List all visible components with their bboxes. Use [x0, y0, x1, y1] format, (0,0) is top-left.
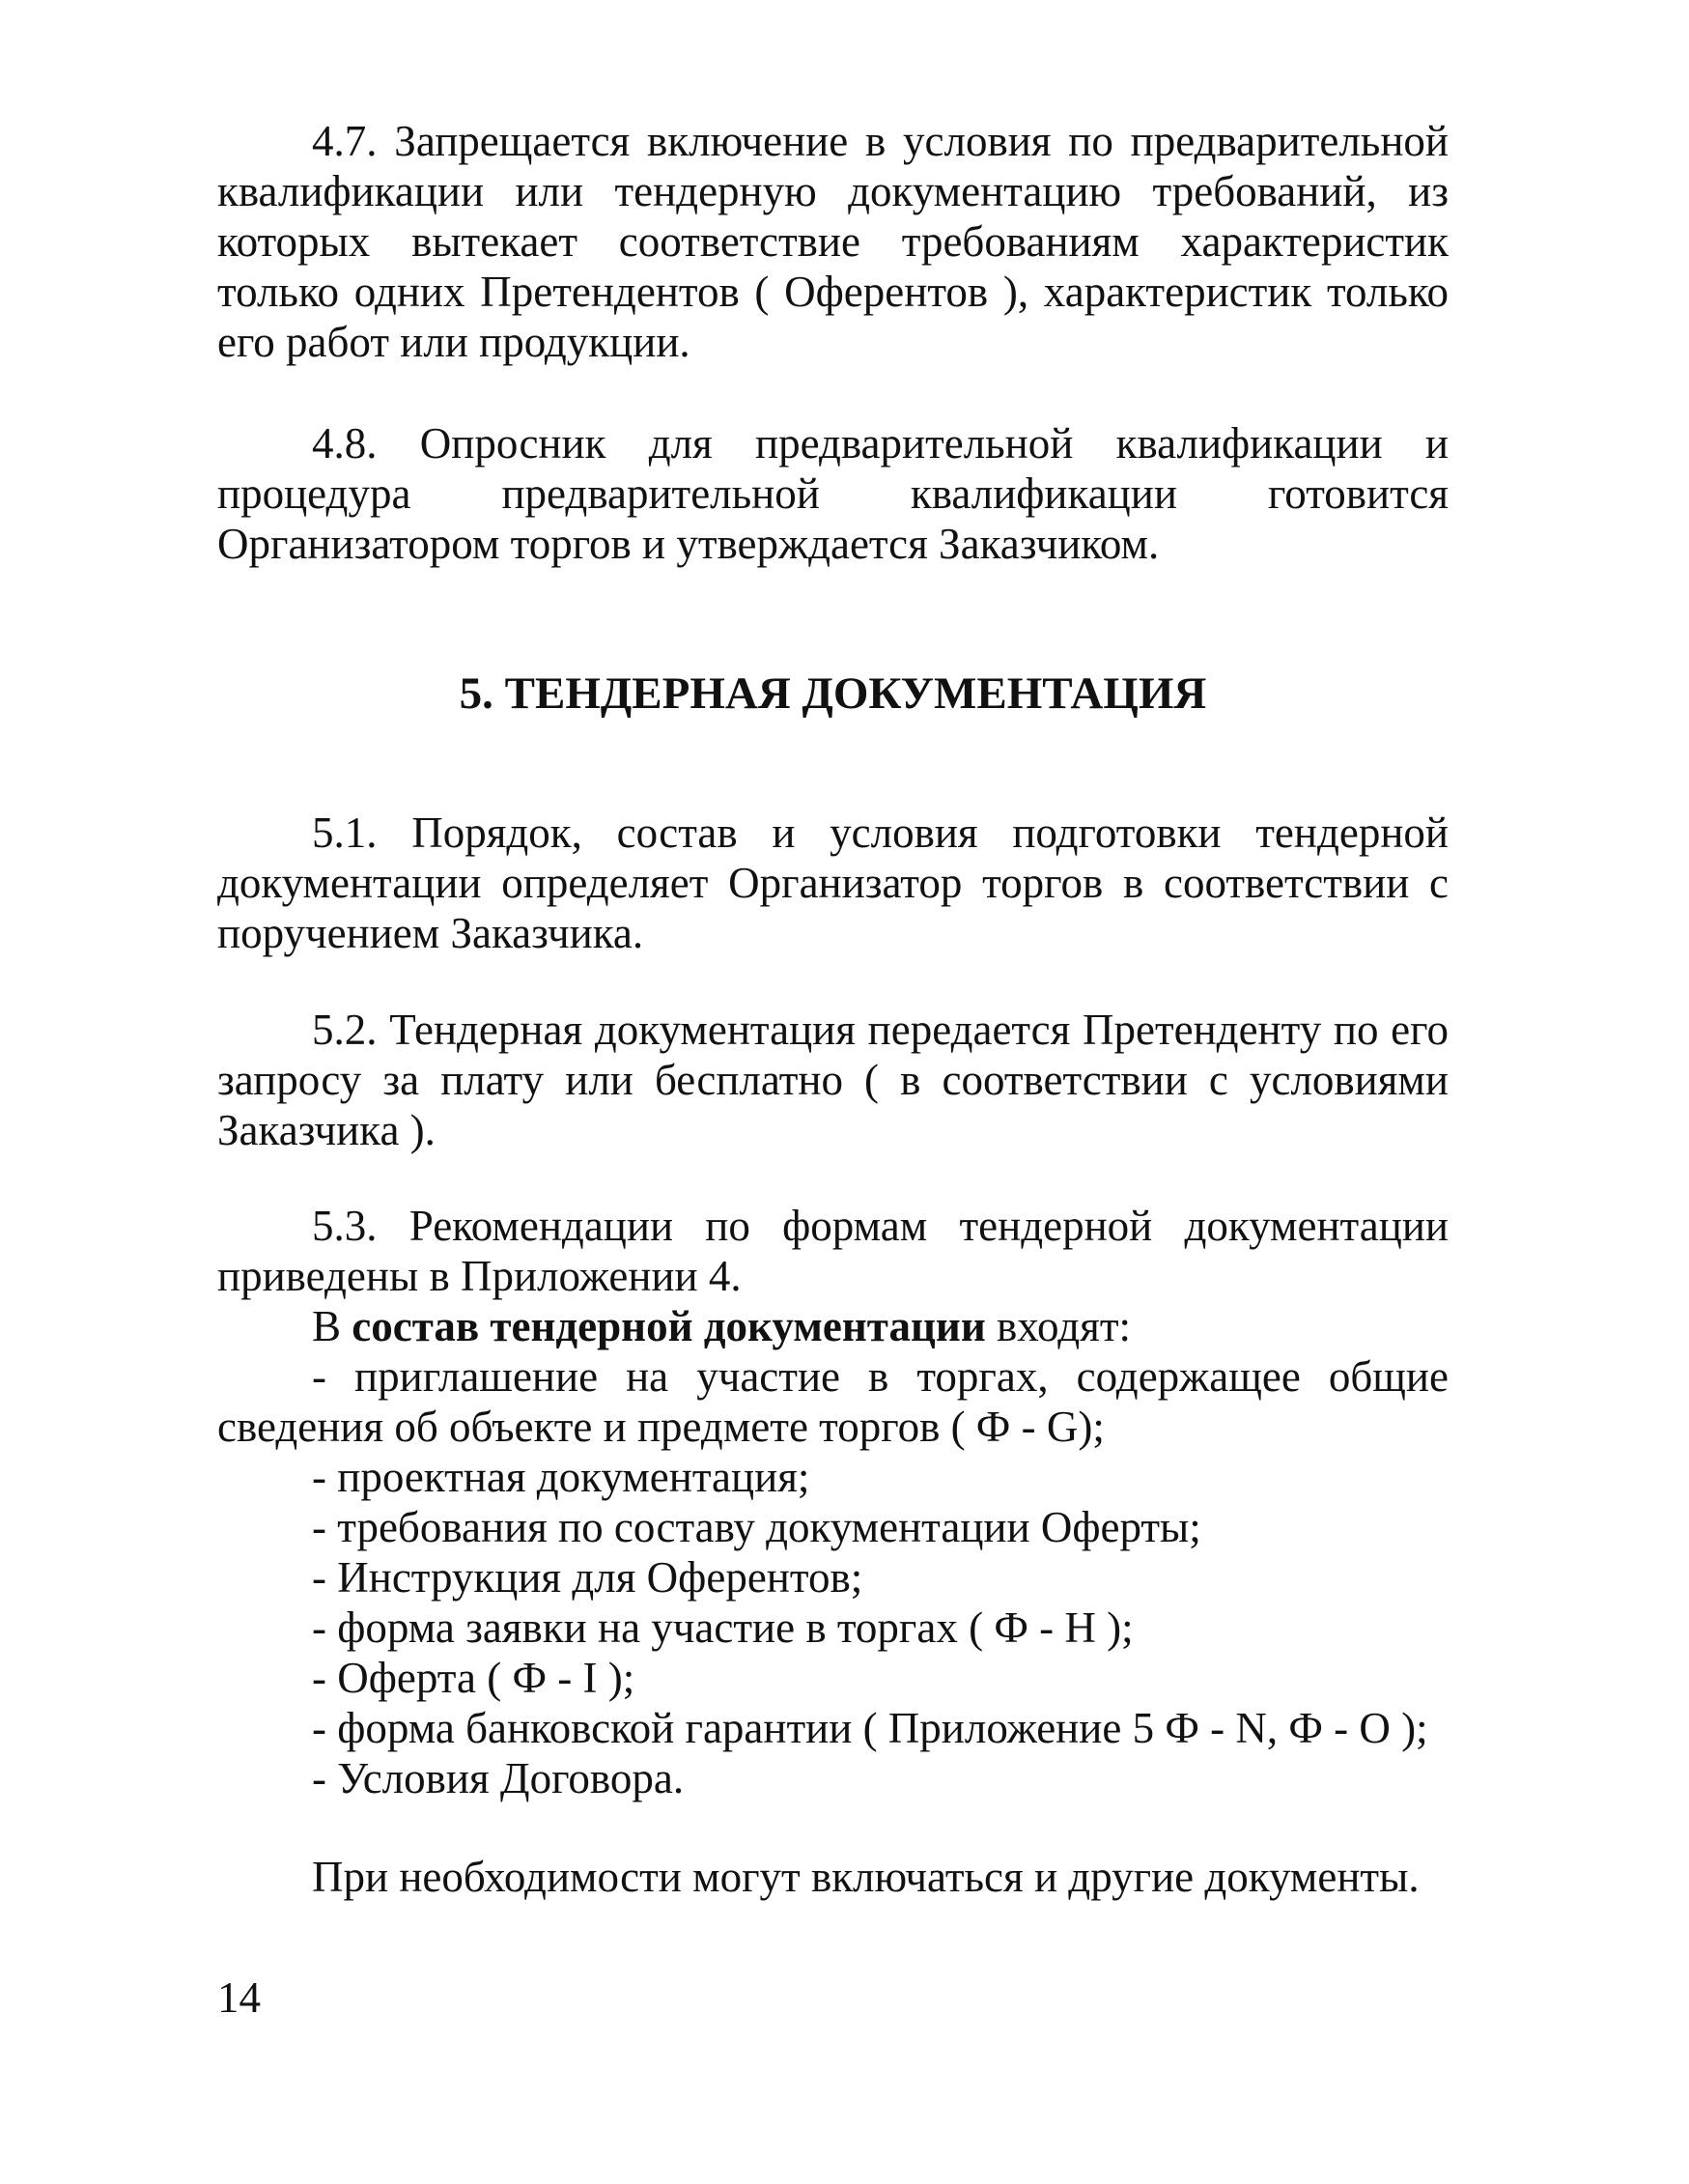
list-item-contract-terms: - Условия Договора. [312, 1754, 685, 1802]
composition-prefix: В [312, 1302, 352, 1350]
paragraph-5-1: 5.1. Порядок, состав и условия подготовки тендерной документации определяет Организатор торгов в соответствии с поручением Заказчика. [217, 808, 1449, 957]
list-item-project-docs: - проектная документация; [312, 1453, 810, 1501]
composition-suffix: входят: [985, 1302, 1131, 1350]
composition-intro [312, 1301, 1131, 1351]
list-item-invitation: - приглашение на участие в торгах, содержащее общие сведения об объекте и предмете торгов ( Ф - G); [217, 1352, 1449, 1451]
section-heading: 5. ТЕНДЕРНАЯ ДОКУМЕНТАЦИЯ [459, 668, 1207, 719]
composition-bold-term: состав тендерной документации [352, 1302, 986, 1350]
page-number: 14 [217, 1973, 261, 2022]
paragraph-5-3: 5.3. Рекомендации по формам тендерной документации приведены в Приложении 4. [217, 1202, 1449, 1300]
paragraph-5-2: 5.2. Тендерная документация передается Претенденту по его запросу за плату или бесплатно ( в соответствии с условиями Заказчика ). [217, 1006, 1449, 1154]
paragraph-4-8: 4.8. Опросник для предварительной квалификации и процедура предварительной квалификации готовится Организатором торгов и утверждается Заказчиком. [217, 419, 1449, 568]
list-item-application-form: - форма заявки на участие в торгах ( Ф - H ); [312, 1603, 1134, 1652]
closing-note: При необходимости могут включаться и другие документы. [312, 1853, 1420, 1901]
list-item-offer: - Оферта ( Ф - I ); [312, 1654, 635, 1702]
paragraph-4-7: 4.7. Запрещается включение в условия по предварительной квалификации или тендерную документацию требований, из которых вытекает соответствие требованиям характеристик только одних Претендентов ( Оферентов ), характеристик только его работ или продукции. [217, 117, 1449, 366]
list-item-offer-requirements: - требования по составу документации Оферты; [312, 1503, 1201, 1551]
list-item-bank-guarantee: - форма банковской гарантии ( Приложение 5 Ф - N, Ф - O ); [312, 1704, 1428, 1752]
list-item-instructions: - Инструкция для Оферентов; [312, 1553, 863, 1602]
